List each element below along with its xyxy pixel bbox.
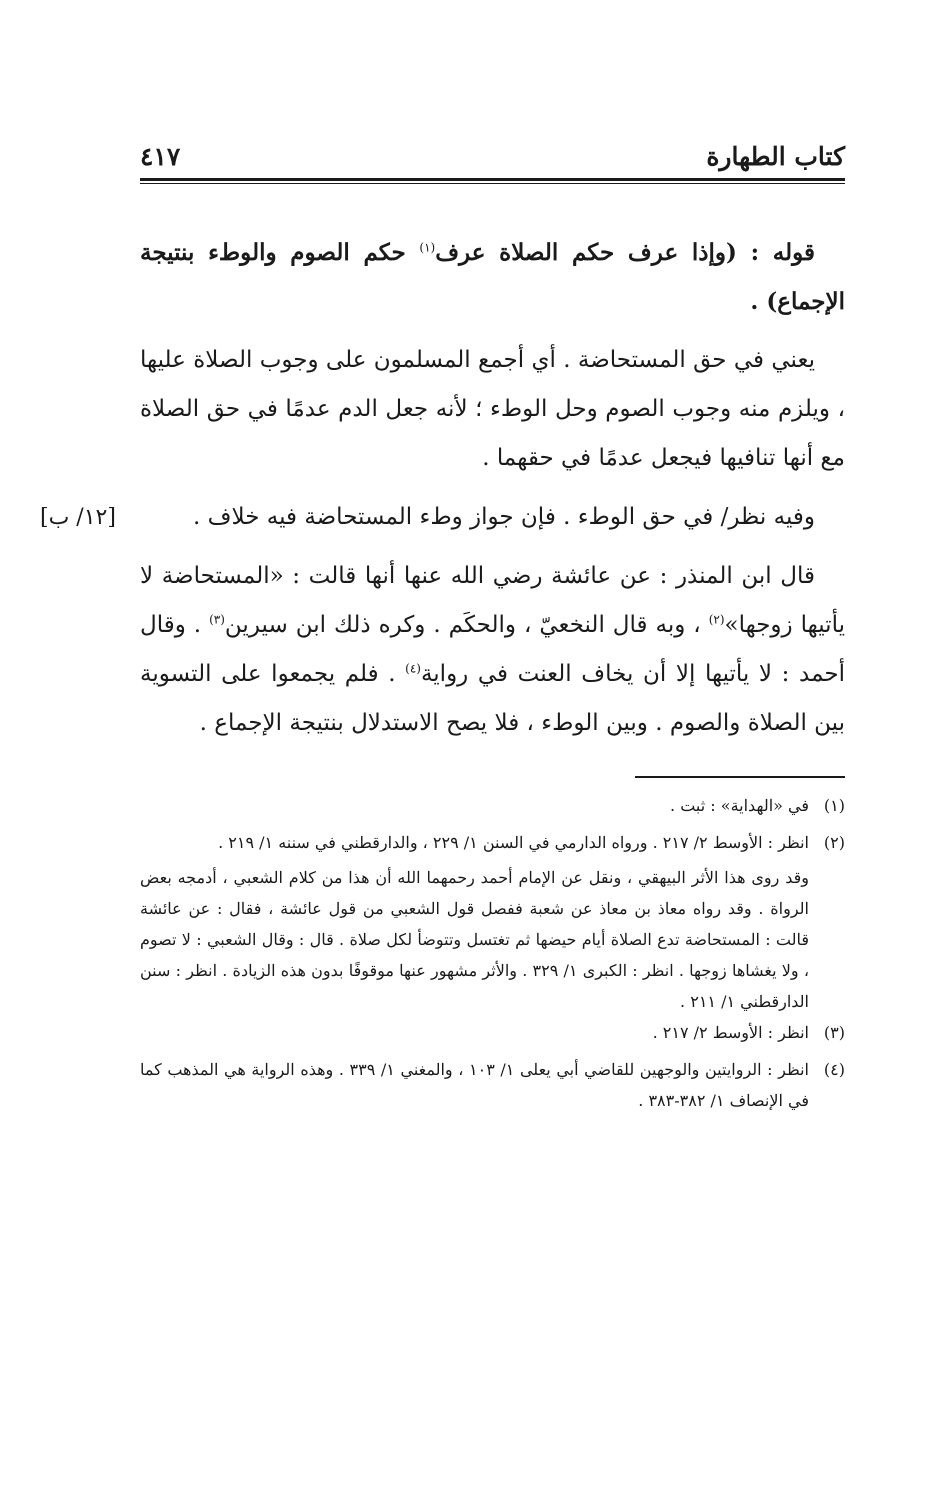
paragraph-objection: وفيه نظر/ في حق الوطء . فإن جواز وطء المستحاضة فيه خلاف .	[193, 504, 815, 530]
footnote-4	[140, 1054, 845, 1116]
footnote-separator	[635, 776, 845, 778]
text-segment: قوله : ‎(وإذا عرف حكم الصلاة عرف	[435, 239, 815, 266]
footnote-2	[140, 827, 845, 858]
running-title: كتاب الطهارة	[706, 142, 845, 171]
footnote-ref-1: (١)	[419, 240, 436, 255]
footnote-text: في «الهداية» : ثبت .	[670, 796, 809, 815]
text-segment: . وقال أحمد : لا يأتيها إلا أن يخاف العنت في رواية	[140, 612, 845, 687]
paragraph-quote	[140, 228, 845, 326]
footnote-ref-3: (٣)	[209, 612, 225, 627]
footnote-number: (٢)	[823, 833, 845, 852]
text-segment: ، وبه قال النخعيّ ، والحكَم . وكره ذلك ابن سيرين	[224, 612, 709, 638]
manuscript-folio-marker: [١٢/ ب]	[40, 505, 116, 530]
footnote-text: انظر : الأوسط ٢/ ٢١٧ .	[652, 1023, 809, 1042]
footnote-text: انظر : الروايتين والوجهين للقاضي أبي يعلى ١/ ١٠٣ ، والمغني ١/ ٣٣٩ . وهذه الرواية هي المذهب كما في الإنصاف ١/ ٣٨٢-٣٨٣ .	[140, 1060, 809, 1110]
page-header	[140, 142, 845, 182]
footnote-2-continuation: وقد روى هذا الأثر البيهقي ، ونقل عن الإمام أحمد رحمهما الله أن هذا من كلام الشعبي ، أدمجه بعض الرواة . وقد رواه معاذ بن معاذ عن شعبة ففصل قول الشعبي من قول عائشة ، فقال : عن عائشة قالت : المستحاضة تدع الصلاة أيام حيضها ثم تغتسل وتتوضأ لكل صلاة . قال : وقال الشعبي : لا تصوم ، ولا يغشاها زوجها . انظر : الكبرى ١/ ٣٢٩ . والأثر مشهور عنها موقوفًا بدون هذه الزيادة . انظر : سنن الدارقطني ١/ ٢١١ .	[140, 868, 810, 1011]
footnote-number: (٣)	[823, 1023, 845, 1042]
text-segment: . فلم يجمعوا على التسوية بين الصلاة والصوم . وبين الوطء ، فلا يصح الاستدلال بنتيجة الإجماع .	[140, 661, 845, 736]
text-segment: حكم الصوم والوطء بنتيجة الإجماع) .	[140, 239, 845, 315]
paragraph-evidence	[140, 552, 845, 748]
header-rule	[140, 178, 845, 184]
footnote-ref-2: (٢)	[708, 612, 725, 627]
footnote-number: (٤)	[823, 1060, 845, 1079]
footnote-number: (١)	[823, 796, 845, 815]
footnotes	[140, 790, 845, 1116]
footnote-text: انظر : الأوسط ٢/ ٢١٧ . ورواه الدارمي في السنن ١/ ٢٢٩ ، والدارقطني في سننه ١/ ٢١٩ .	[218, 833, 809, 852]
footnote-1	[140, 790, 845, 821]
text-segment: قال ابن المنذر : عن عائشة رضي الله عنها أنها قالت : «المستحاضة لا يأتيها زوجها»	[140, 563, 845, 638]
main-text	[140, 228, 845, 748]
footnote-ref-4: (٤)	[405, 661, 421, 676]
page-number: ٤١٧	[140, 142, 181, 171]
paragraph-explanation: يعني في حق المستحاضة . أي أجمع المسلمون على وجوب الصلاة عليها ، ويلزم منه وجوب الصوم وحل الوطء ؛ لأنه جعل الدم عدمًا في حق الصلاة مع أنها تنافيها فيجعل عدمًا في حقهما .	[140, 347, 845, 471]
footnote-3	[140, 1017, 845, 1048]
